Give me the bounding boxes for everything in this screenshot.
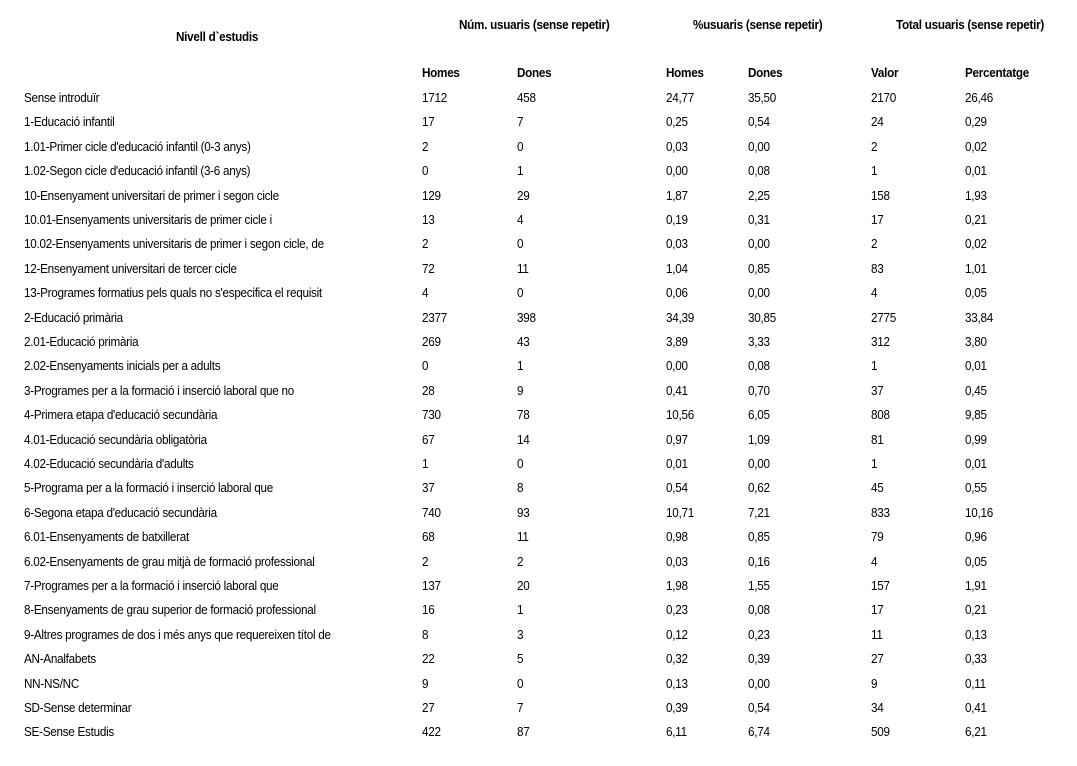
cell-pct-homes: 24,77 <box>666 90 694 105</box>
subheader-num-dones: Dones <box>517 65 552 80</box>
cell-pct-homes: 0,00 <box>666 163 688 179</box>
cell-pct-homes: 10,56 <box>666 407 694 423</box>
header-pct-usuaris: %usuaris (sense repetir) <box>693 17 823 32</box>
cell-num-homes: 17 <box>422 114 435 130</box>
cell-level-name: 1.01-Primer cicle d'educació infantil (0-3 anys) <box>24 138 251 154</box>
cell-level-name: 2.02-Ensenyaments inicials per a adults <box>24 358 221 374</box>
cell-pct-homes: 0,23 <box>666 602 688 618</box>
cell-pct-homes: 0,19 <box>666 212 688 227</box>
cell-pct-homes: 0,03 <box>666 236 688 252</box>
cell-pct-dones: 0,39 <box>748 651 770 667</box>
cell-total-valor: 4 <box>871 553 878 569</box>
cell-num-homes: 2 <box>422 553 429 569</box>
table-row <box>0 651 1077 675</box>
cell-total-percentatge: 0,33 <box>965 651 987 667</box>
cell-pct-dones: 0,62 <box>748 480 770 496</box>
cell-level-name: Sense introduïr <box>24 90 100 105</box>
cell-pct-dones: 0,00 <box>748 138 770 154</box>
header-nivell-estudis: Nivell d`estudis <box>176 29 259 44</box>
cell-level-name: 5-Programa per a la formació i inserció laboral que <box>24 480 273 496</box>
cell-pct-dones: 0,00 <box>748 675 770 691</box>
cell-num-homes: 22 <box>422 651 435 667</box>
table-row <box>0 578 1077 602</box>
cell-total-valor: 24 <box>871 114 884 130</box>
cell-num-homes: 1 <box>422 456 429 471</box>
cell-num-homes: 129 <box>422 187 441 203</box>
cell-pct-dones: 0,85 <box>748 529 770 545</box>
cell-level-name: 2.01-Educació primària <box>24 334 139 349</box>
table-row <box>0 505 1077 529</box>
table-row <box>0 90 1077 114</box>
cell-level-name: 4.02-Educació secundària d'adults <box>24 456 194 471</box>
table-row <box>0 676 1077 700</box>
header-total-usuaris: Total usuaris (sense repetir) <box>896 17 1045 32</box>
cell-num-dones: 43 <box>517 334 530 349</box>
cell-pct-dones: 2,25 <box>748 187 770 203</box>
cell-total-valor: 2 <box>871 138 878 154</box>
cell-num-dones: 0 <box>517 285 524 301</box>
cell-total-percentatge: 0,01 <box>965 163 987 179</box>
cell-total-valor: 4 <box>871 285 878 301</box>
cell-pct-homes: 0,13 <box>666 675 688 691</box>
cell-pct-homes: 3,89 <box>666 334 688 349</box>
cell-level-name: 6.01-Ensenyaments de batxillerat <box>24 529 190 545</box>
cell-pct-homes: 0,32 <box>666 651 688 667</box>
cell-num-homes: 13 <box>422 212 435 227</box>
cell-num-dones: 0 <box>517 138 524 154</box>
cell-pct-dones: 0,00 <box>748 456 770 471</box>
cell-level-name: 9-Altres programes de dos i més anys que requereixen títol de <box>24 626 331 642</box>
table-row <box>0 700 1077 724</box>
cell-num-dones: 3 <box>517 626 524 642</box>
cell-num-homes: 2 <box>422 236 429 252</box>
table-row <box>0 480 1077 504</box>
cell-num-homes: 2 <box>422 138 429 154</box>
cell-total-valor: 9 <box>871 675 878 691</box>
cell-total-percentatge: 0,21 <box>965 602 987 618</box>
cell-pct-homes: 0,97 <box>666 431 688 447</box>
subheader-pct-dones: Dones <box>748 65 783 80</box>
cell-level-name: 6.02-Ensenyaments de grau mitjà de formació professional <box>24 553 315 569</box>
cell-pct-homes: 0,03 <box>666 553 688 569</box>
cell-pct-dones: 1,55 <box>748 578 770 593</box>
cell-total-percentatge: 0,96 <box>965 529 987 545</box>
cell-total-percentatge: 0,01 <box>965 358 987 374</box>
table-row <box>0 114 1077 138</box>
cell-level-name: 13-Programes formatius pels quals no s'especifica el requisit <box>24 285 322 301</box>
cell-pct-dones: 0,54 <box>748 700 770 715</box>
cell-total-valor: 1 <box>871 358 878 374</box>
cell-total-valor: 45 <box>871 480 884 496</box>
cell-pct-homes: 0,06 <box>666 285 688 301</box>
cell-num-dones: 78 <box>517 407 530 423</box>
cell-num-dones: 458 <box>517 90 536 105</box>
cell-num-homes: 422 <box>422 724 441 740</box>
table-row <box>0 724 1077 748</box>
cell-level-name: 10-Ensenyament universitari de primer i segon cicle <box>24 187 279 203</box>
cell-total-percentatge: 0,99 <box>965 431 987 447</box>
cell-total-percentatge: 0,02 <box>965 138 987 154</box>
cell-total-valor: 1 <box>871 163 878 179</box>
table-row <box>0 285 1077 309</box>
cell-total-percentatge: 3,80 <box>965 334 987 349</box>
cell-num-homes: 730 <box>422 407 441 423</box>
cell-num-homes: 16 <box>422 602 435 618</box>
table-row <box>0 334 1077 358</box>
cell-total-percentatge: 0,11 <box>965 675 986 691</box>
table-row <box>0 236 1077 260</box>
cell-num-homes: 1712 <box>422 90 447 105</box>
cell-pct-dones: 0,08 <box>748 602 770 618</box>
cell-level-name: 4-Primera etapa d'educació secundària <box>24 407 218 423</box>
cell-total-valor: 34 <box>871 700 884 715</box>
cell-pct-homes: 10,71 <box>666 504 694 520</box>
cell-total-valor: 833 <box>871 504 890 520</box>
cell-pct-homes: 0,25 <box>666 114 688 130</box>
cell-total-percentatge: 1,93 <box>965 187 987 203</box>
cell-num-homes: 28 <box>422 382 435 398</box>
cell-num-homes: 27 <box>422 700 435 715</box>
cell-total-percentatge: 0,01 <box>965 456 987 471</box>
cell-total-percentatge: 0,13 <box>965 626 987 642</box>
table-row <box>0 456 1077 480</box>
cell-total-percentatge: 0,55 <box>965 480 987 496</box>
cell-pct-dones: 6,05 <box>748 407 770 423</box>
cell-num-dones: 14 <box>517 431 530 447</box>
cell-total-valor: 158 <box>871 187 890 203</box>
table-row <box>0 188 1077 212</box>
cell-total-valor: 1 <box>871 456 878 471</box>
cell-num-dones: 2 <box>517 553 524 569</box>
cell-level-name: 10.02-Ensenyaments universitaris de primer i segon cicle, de <box>24 236 324 252</box>
cell-pct-dones: 0,08 <box>748 163 770 179</box>
cell-num-dones: 87 <box>517 724 530 740</box>
cell-num-dones: 398 <box>517 309 536 325</box>
cell-num-homes: 2377 <box>422 309 447 325</box>
cell-num-dones: 1 <box>517 358 524 374</box>
cell-total-percentatge: 0,41 <box>965 700 987 715</box>
cell-total-percentatge: 6,21 <box>965 724 987 740</box>
table-row <box>0 139 1077 163</box>
cell-total-valor: 157 <box>871 578 890 593</box>
cell-num-homes: 137 <box>422 578 441 593</box>
cell-total-percentatge: 1,91 <box>965 578 987 593</box>
cell-level-name: NN-NS/NC <box>24 675 80 691</box>
cell-num-homes: 72 <box>422 260 435 276</box>
table-row <box>0 383 1077 407</box>
subheader-num-homes: Homes <box>422 65 460 80</box>
cell-total-percentatge: 26,46 <box>965 90 993 105</box>
cell-pct-homes: 0,98 <box>666 529 688 545</box>
subheader-total-valor: Valor <box>871 65 899 80</box>
table-row <box>0 627 1077 651</box>
cell-total-valor: 2775 <box>871 309 896 325</box>
cell-pct-dones: 35,50 <box>748 90 776 105</box>
cell-pct-dones: 0,31 <box>748 212 770 227</box>
cell-total-percentatge: 0,21 <box>965 212 987 227</box>
cell-num-dones: 1 <box>517 602 524 618</box>
cell-total-valor: 79 <box>871 529 884 545</box>
cell-num-dones: 5 <box>517 651 524 667</box>
subheader-total-percentatge: Percentatge <box>965 65 1030 80</box>
cell-pct-dones: 6,74 <box>748 724 770 740</box>
cell-num-homes: 0 <box>422 358 429 374</box>
cell-pct-homes: 1,87 <box>666 187 688 203</box>
cell-num-homes: 68 <box>422 529 435 545</box>
cell-total-percentatge: 1,01 <box>965 260 987 276</box>
table-row <box>0 261 1077 285</box>
cell-pct-dones: 1,09 <box>748 431 770 447</box>
cell-num-dones: 20 <box>517 578 530 593</box>
cell-num-dones: 11 <box>517 529 529 545</box>
cell-total-valor: 37 <box>871 382 884 398</box>
cell-total-percentatge: 0,05 <box>965 285 987 301</box>
cell-total-valor: 83 <box>871 260 884 276</box>
cell-num-homes: 4 <box>422 285 429 301</box>
cell-pct-dones: 0,70 <box>748 382 770 398</box>
cell-level-name: 1-Educació infantil <box>24 114 115 130</box>
cell-level-name: 12-Ensenyament universitari de tercer cicle <box>24 260 237 276</box>
cell-pct-dones: 0,08 <box>748 358 770 374</box>
cell-num-homes: 269 <box>422 334 441 349</box>
cell-total-valor: 11 <box>871 626 883 642</box>
cell-num-dones: 9 <box>517 382 524 398</box>
cell-level-name: 8-Ensenyaments de grau superior de formació professional <box>24 602 316 618</box>
cell-level-name: 10.01-Ensenyaments universitaris de primer cicle i <box>24 212 272 227</box>
table-row <box>0 529 1077 553</box>
table-row <box>0 310 1077 334</box>
table-row <box>0 163 1077 187</box>
cell-level-name: SD-Sense determinar <box>24 700 132 715</box>
cell-num-homes: 740 <box>422 504 441 520</box>
cell-pct-homes: 1,98 <box>666 578 688 593</box>
cell-num-dones: 29 <box>517 187 530 203</box>
cell-total-valor: 509 <box>871 724 890 740</box>
cell-total-valor: 808 <box>871 407 890 423</box>
cell-pct-dones: 0,85 <box>748 260 770 276</box>
cell-pct-dones: 30,85 <box>748 309 776 325</box>
cell-total-percentatge: 10,16 <box>965 504 993 520</box>
table-row <box>0 407 1077 431</box>
cell-num-homes: 67 <box>422 431 435 447</box>
cell-total-valor: 2170 <box>871 90 896 105</box>
cell-level-name: 7-Programes per a la formació i inserció laboral que <box>24 578 279 593</box>
cell-num-dones: 8 <box>517 480 524 496</box>
cell-pct-homes: 0,01 <box>666 456 688 471</box>
table-row <box>0 554 1077 578</box>
cell-num-dones: 1 <box>517 163 524 179</box>
cell-num-dones: 0 <box>517 236 524 252</box>
cell-pct-homes: 6,11 <box>666 724 687 740</box>
cell-total-valor: 81 <box>871 431 884 447</box>
cell-level-name: AN-Analfabets <box>24 651 96 667</box>
cell-num-dones: 93 <box>517 504 530 520</box>
cell-pct-homes: 1,04 <box>666 260 688 276</box>
cell-num-homes: 37 <box>422 480 435 496</box>
cell-num-dones: 7 <box>517 700 524 715</box>
table-row <box>0 358 1077 382</box>
table-row <box>0 212 1077 236</box>
cell-level-name: 4.01-Educació secundària obligatòria <box>24 431 207 447</box>
cell-pct-dones: 0,00 <box>748 236 770 252</box>
cell-pct-dones: 0,16 <box>748 553 770 569</box>
cell-num-dones: 7 <box>517 114 524 130</box>
cell-level-name: SE-Sense Estudis <box>24 724 114 740</box>
cell-num-dones: 11 <box>517 260 529 276</box>
cell-pct-dones: 0,23 <box>748 626 770 642</box>
cell-total-percentatge: 0,02 <box>965 236 987 252</box>
header-num-usuaris: Núm. usuaris (sense repetir) <box>459 17 610 32</box>
cell-num-dones: 0 <box>517 456 524 471</box>
cell-level-name: 2-Educació primària <box>24 309 123 325</box>
cell-pct-homes: 0,00 <box>666 358 688 374</box>
cell-total-percentatge: 0,45 <box>965 382 987 398</box>
table-row <box>0 602 1077 626</box>
cell-num-dones: 4 <box>517 212 524 227</box>
cell-total-valor: 27 <box>871 651 884 667</box>
cell-pct-dones: 7,21 <box>748 504 770 520</box>
cell-total-percentatge: 9,85 <box>965 407 987 423</box>
cell-num-dones: 0 <box>517 675 524 691</box>
cell-total-valor: 312 <box>871 334 890 349</box>
cell-pct-homes: 0,54 <box>666 480 688 496</box>
subheader-pct-homes: Homes <box>666 65 704 80</box>
cell-level-name: 3-Programes per a la formació i inserció laboral que no <box>24 382 294 398</box>
cell-pct-homes: 0,39 <box>666 700 688 715</box>
cell-num-homes: 0 <box>422 163 429 179</box>
cell-num-homes: 9 <box>422 675 429 691</box>
cell-pct-homes: 34,39 <box>666 309 694 325</box>
cell-level-name: 6-Segona etapa d'educació secundària <box>24 504 217 520</box>
cell-pct-dones: 0,00 <box>748 285 770 301</box>
cell-total-percentatge: 0,05 <box>965 553 987 569</box>
cell-pct-homes: 0,12 <box>666 626 688 642</box>
cell-total-valor: 17 <box>871 212 884 227</box>
cell-pct-dones: 3,33 <box>748 334 770 349</box>
table-row <box>0 432 1077 456</box>
cell-pct-homes: 0,41 <box>666 382 688 398</box>
cell-total-percentatge: 0,29 <box>965 114 987 130</box>
cell-total-valor: 17 <box>871 602 884 618</box>
cell-level-name: 1.02-Segon cicle d'educació infantil (3-6 anys) <box>24 163 251 179</box>
cell-pct-homes: 0,03 <box>666 138 688 154</box>
cell-pct-dones: 0,54 <box>748 114 770 130</box>
cell-num-homes: 8 <box>422 626 429 642</box>
cell-total-valor: 2 <box>871 236 878 252</box>
cell-total-percentatge: 33,84 <box>965 309 993 325</box>
